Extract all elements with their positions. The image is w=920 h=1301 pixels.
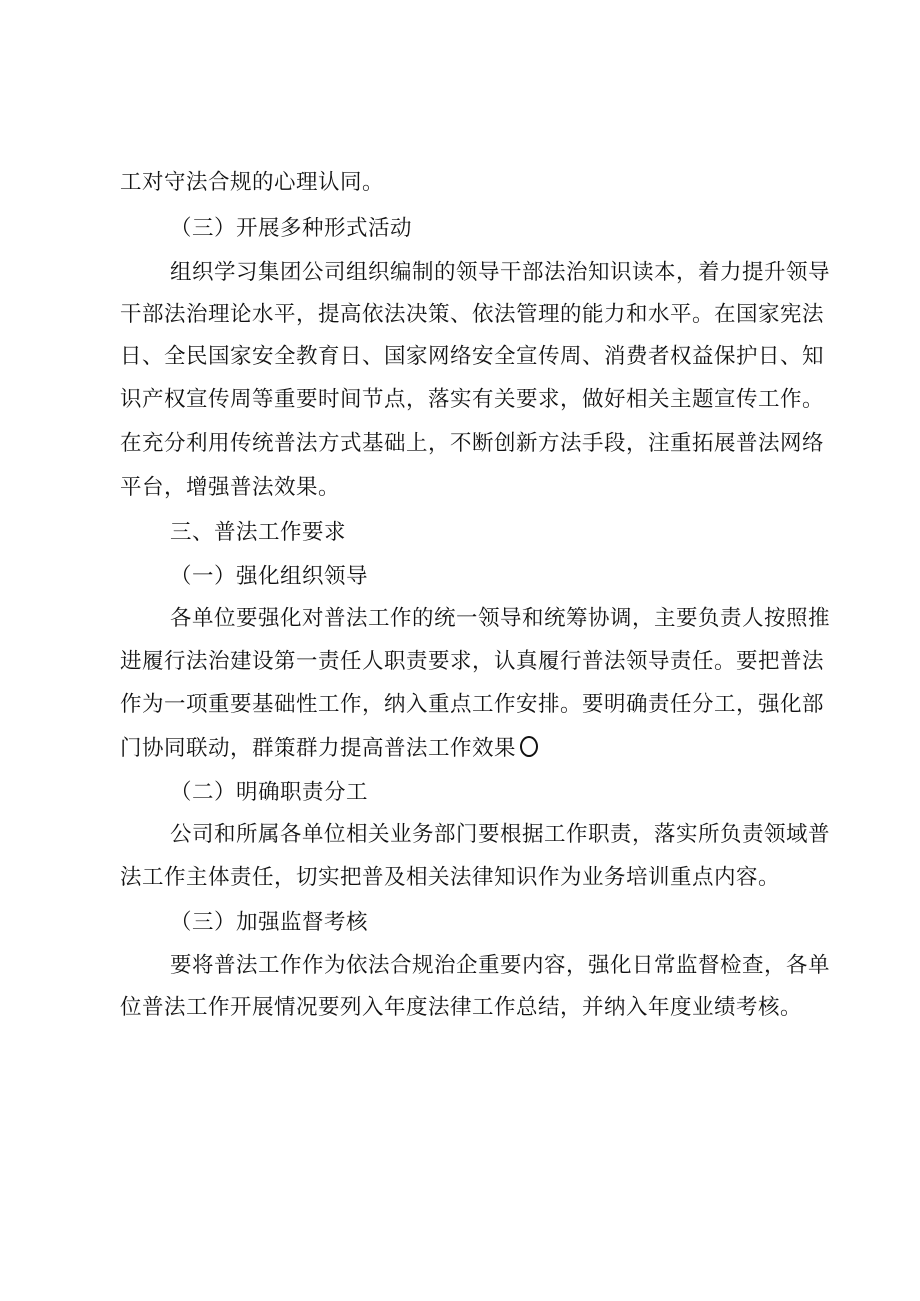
paragraph-line: 各单位要强化对普法工作的统一领导和统筹协调，主要负责人按照推 [170, 606, 831, 631]
sub-heading-responsibilities: （二）明确职责分工 [170, 780, 369, 805]
paragraph-text: 门协同联动，群策群力提高普法工作效果 [120, 736, 517, 761]
paragraph-line: 法工作主体责任，切实把普及相关法律知识作为业务培训重点内容。 [120, 865, 781, 890]
paragraph-line: 干部法治理论水平，提高依法决策、依法管理的能力和水平。在国家宪法 [120, 302, 825, 327]
paragraph-line: 识产权宣传周等重要时间节点，落实有关要求，做好相关主题宣传工作。 [120, 387, 825, 412]
section-heading-requirements: 三、普法工作要求 [170, 520, 347, 545]
paragraph-line: 作为一项重要基础性工作，纳入重点工作安排。要明确责任分工，强化部 [120, 692, 825, 717]
paragraph-line: 组织学习集团公司组织编制的领导干部法治知识读本，着力提升领导 [170, 260, 831, 285]
paragraph-line: 公司和所属各单位相关业务部门要根据工作职责，落实所负责领域普 [170, 822, 831, 847]
section-heading-activities: （三）开展多种形式活动 [170, 216, 413, 241]
paragraph-line: 平台，增强普法效果。 [120, 475, 341, 500]
paragraph-line: 要将普法工作作为依法合规治企重要内容，强化日常监督检查，各单 [170, 953, 831, 978]
paragraph-line: 进履行法治建设第一责任人职责要求，认真履行普法领导责任。要把普法 [120, 649, 825, 674]
sub-heading-organization: （一）强化组织领导 [170, 564, 369, 589]
period-mark [520, 736, 538, 757]
paragraph-line: 在充分利用传统普法方式基础上，不断创新方法手段，注重拓展普法网络 [120, 431, 825, 456]
paragraph-line: 日、全民国家安全教育日、国家网络安全宣传周、消费者权益保护日、知 [120, 344, 825, 369]
paragraph-line-with-mark [120, 734, 538, 764]
sub-heading-supervision: （三）加强监督考核 [170, 910, 369, 935]
continuation-line: 工对守法合规的心理认同。 [120, 170, 385, 195]
paragraph-line: 位普法工作开展情况要列入年度法律工作总结，并纳入年度业绩考核。 [120, 995, 803, 1020]
